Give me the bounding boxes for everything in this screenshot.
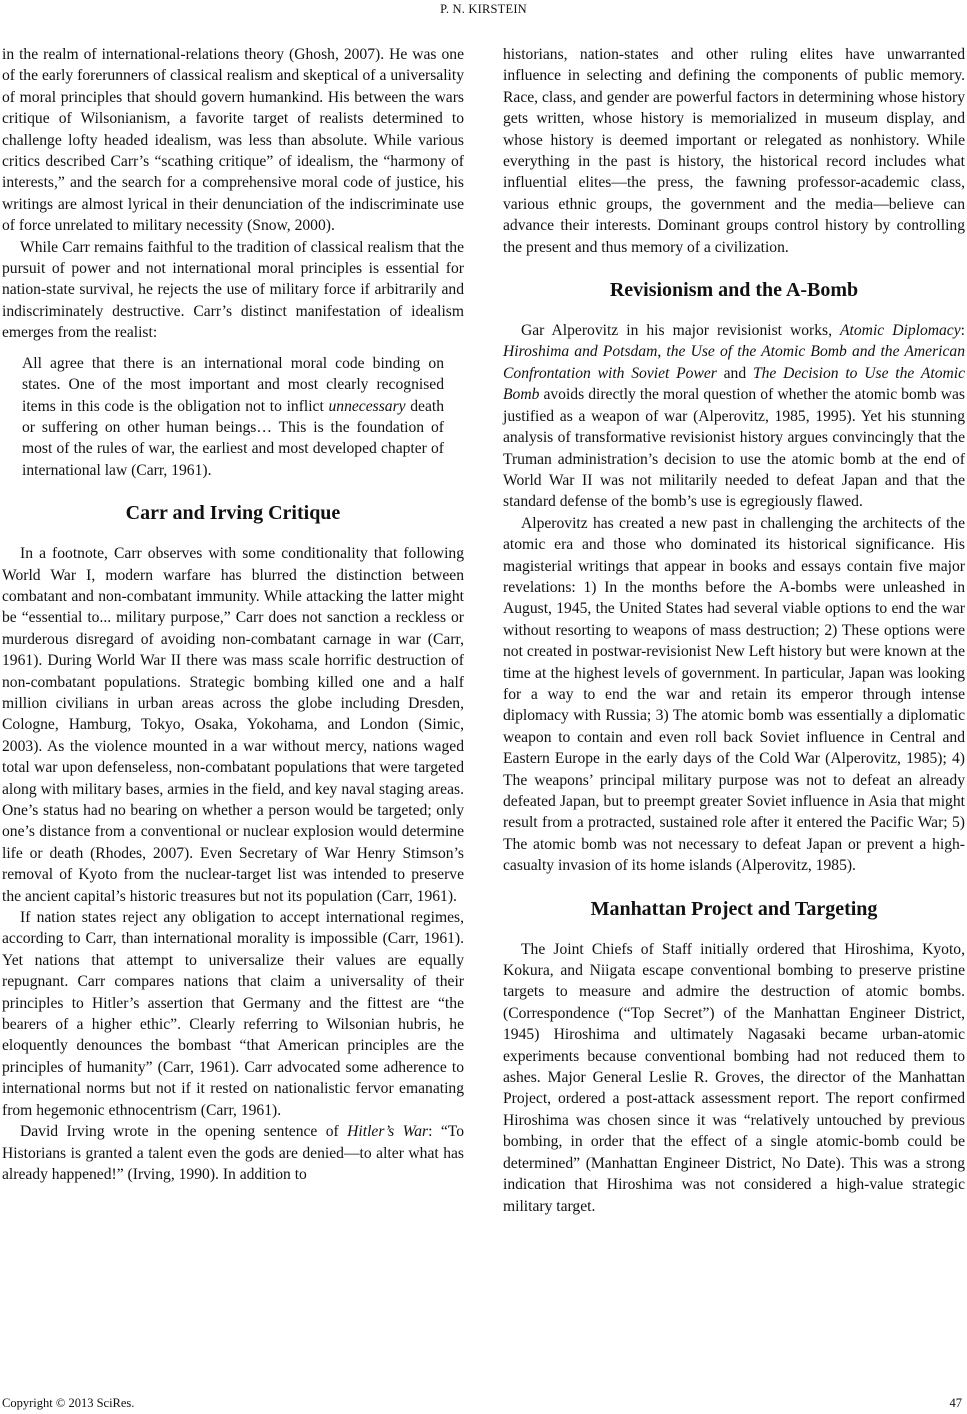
paragraph — [2, 1121, 464, 1185]
paragraph: Alperovitz has created a new past in challenging the architects of the atomic era and those who dominated its historical significance. His magisterial writings that appear in books and essays contain five major revelations: 1) In the months before the A-bombs were unleashed in August, 1945, the United States had several viable options to end the war without resorting to weapons of mass destruction; 2) These options were not created in postwar-revisionist New Left history but were known at the time at the highest levels of government. In particular, Japan was looking for a way to end the war and retain its emperor through intense diplomacy with Russia; 3) The atomic bomb was essentially a diplomatic weapon to contain and even roll back Soviet influence in Central and Eastern Europe in the early days of the Cold War (Alperovitz, 1985); 4) The weapons’ principal military purpose was not to defeat an already defeated Japan, but to preempt greater Soviet influence in Asia that might result from a protracted, sustained role after it entered the Pacific War; 5) The atomic bomb was not necessary to defeat Japan or prevent a high-casualty invasion of its home islands (Alperovitz, 1985). — [503, 514, 965, 875]
copyright-notice: Copyright © 2013 SciRes. — [2, 1396, 135, 1410]
section-heading: Revisionism and the A-Bomb — [609, 279, 859, 302]
paragraph — [503, 320, 965, 513]
paragraph-text: : “To Historians is granted a talent even the gods are denied—to alter what has already happened!” (Irving, 1990). In addition to — [2, 1123, 464, 1183]
paragraph-text: avoids directly the moral question of whether the atomic bomb was justified as a weapon of war (Alperovitz, 1985, 1995). Yet his stunning analysis of transformative revisionist history argues convincingly that the Truman administration’s decision to use the atomic bomb at the end of World War II was not militarily needed to defeat Japan and that the standard defense of the bomb’s use is egregiously flawed. — [503, 386, 965, 511]
section-heading: Manhattan Project and Targeting — [590, 897, 878, 920]
right-column — [503, 44, 965, 1217]
paragraph: While Carr remains faithful to the tradition of classical realism that the pursuit of power and not international moral principles is essential for nation-state survival, he rejects the use of military force if arbitrarily and indiscriminately destructive. Carr’s distinct manifestation of idealism emerges from the realist: — [2, 238, 464, 342]
book-title: Atomic Diplomacy — [840, 322, 961, 340]
paragraph-text: and — [716, 364, 753, 382]
paragraph: In a footnote, Carr observes with some conditionality that following World War I, modern warfare has blurred the distinction between combatant and non-combatant immunity. While attacking the latter might be “essential to... military purpose,” Carr does not sanction a reckless or murderous disregard of avoiding non-combatant carnage in war (Carr, 1961). During World War II there was mass scale horrific destruction of non-combatant populations. Strategic bombing killed one and a half million civilians in urban areas across the globe including Dresden, Cologne, Hamburg, Tokyo, Osaka, Yokohama, and London (Simic, 2003). As the violence mounted in a war without mercy, nations waged total war upon defenseless, non-combatant populations that were targeted along with military bases, armies in the field, and key naval staging areas. One’s status had no bearing on whether a person would be targeted; only one’s distance from a conventional or nuclear explosion would determine life or death (Rhodes, 2007). Even Secretary of War Henry Stimson’s removal of Kyoto from the nuclear-target list was intended to preserve the ancient capital’s historic treasures but not its population (Carr, 1961). — [2, 545, 464, 905]
paragraph-text: , — [657, 343, 667, 361]
book-title: The Decision to Use the Atomic Bomb — [503, 364, 966, 404]
book-title: Hitler’s War — [347, 1123, 429, 1141]
paragraph: in the realm of international-relations theory (Ghosh, 2007). He was one of the early forerunners of classical realism and skeptical of a universality of moral principles that should govern humankind. His between the wars critique of Wilsonianism, a favorite target of realists determined to challenge lofty headed idealism, was less than absolute. While various critics described Carr’s “scathing critique” of idealism, the “harmony of interests,” and the search for a comprehensive moral code of justice, his writings are almost lyrical in their denunciation of the indiscriminate use of force unrelated to military necessity (Snow, 2000). — [2, 46, 464, 235]
book-title: Hiroshima and Potsdam — [503, 343, 658, 361]
book-title: the Use of the Atomic Bomb and the American Confrontation with Soviet Power — [503, 343, 965, 382]
block-quote — [22, 353, 444, 481]
paragraph: If nation states reject any obligation to accept international regimes, according to Carr, than international morality is impossible (Carr, 1961). Yet nations that attempt to universalize their values are equally repugnant. Carr compares nations that claim a universality of their principles to Hitler’s assertion that Germany and the fittest are “the bearers of a higher ethic”. Clearly referring to Wilsonian hubris, he eloquently denounces the bombast “that American principles are the principles of humanity” (Carr, 1961). Carr advocated some adherence to international norms but not if it rested on nationalistic fervor emanating from hegemonic ethnocentrism (Carr, 1961). — [2, 909, 464, 1119]
quote-emphasis: unnecessary — [328, 397, 406, 415]
quote-text: All agree that there is an international moral code binding on states. One of the most important and most clearly recognised items in this code is the obligation not to inflict — [22, 354, 444, 415]
paragraph: historians, nation-states and other ruling elites have unwarranted influence in selecting and defining the components of public memory. Race, class, and gender are powerful factors in determining whose history gets written, whose history is memorialized in museum display, and whose history is deemed important or relegated as nonhistory. While everything in the past is history, the historical record includes what influential elites—the press, the fawning professor-academic class, various ethnic groups, the government and the media—believe can advance their interests. Dominant groups control history by controlling the present and thus memory of a civilization. — [503, 46, 965, 256]
left-column — [2, 44, 464, 1185]
paragraph-text: David Irving wrote in the opening sentence of — [20, 1123, 348, 1141]
running-head: P. N. KIRSTEIN — [440, 2, 527, 16]
paragraph-text: Gar Alperovitz in his major revisionist works, — [521, 322, 841, 340]
paragraph-text: : — [960, 322, 965, 340]
section-heading: Carr and Irving Critique — [125, 502, 341, 525]
paragraph: The Joint Chiefs of Staff initially ordered that Hiroshima, Kyoto, Kokura, and Niigata escape conventional bombing to preserve pristine targets to measure and admire the destruction of atomic bombs. (Correspondence (“Top Secret”) of the Manhattan Engineer District, 1945) Hiroshima and ultimately Nagasaki became urban-atomic experiments because conventional bombing had not reduced them to ashes. Major General Leslie R. Groves, the director of the Manhattan Project, ordered a post-attack assessment report. The report confirmed Hiroshima was chosen since it was “relatively untouched by previous bombing, in order that the effect of a single atomic-bomb could be determined” (Manhattan Engineer District, No Date). This was a strong indication that Hiroshima was not considered a high-value strategic military target. — [503, 940, 965, 1215]
quote-text: death or suffering on other human beings… This is the foundation of most of the rules of war, the earliest and most developed chapter of international law (Carr, 1961). — [22, 397, 444, 479]
page-number: 47 — [949, 1396, 962, 1410]
